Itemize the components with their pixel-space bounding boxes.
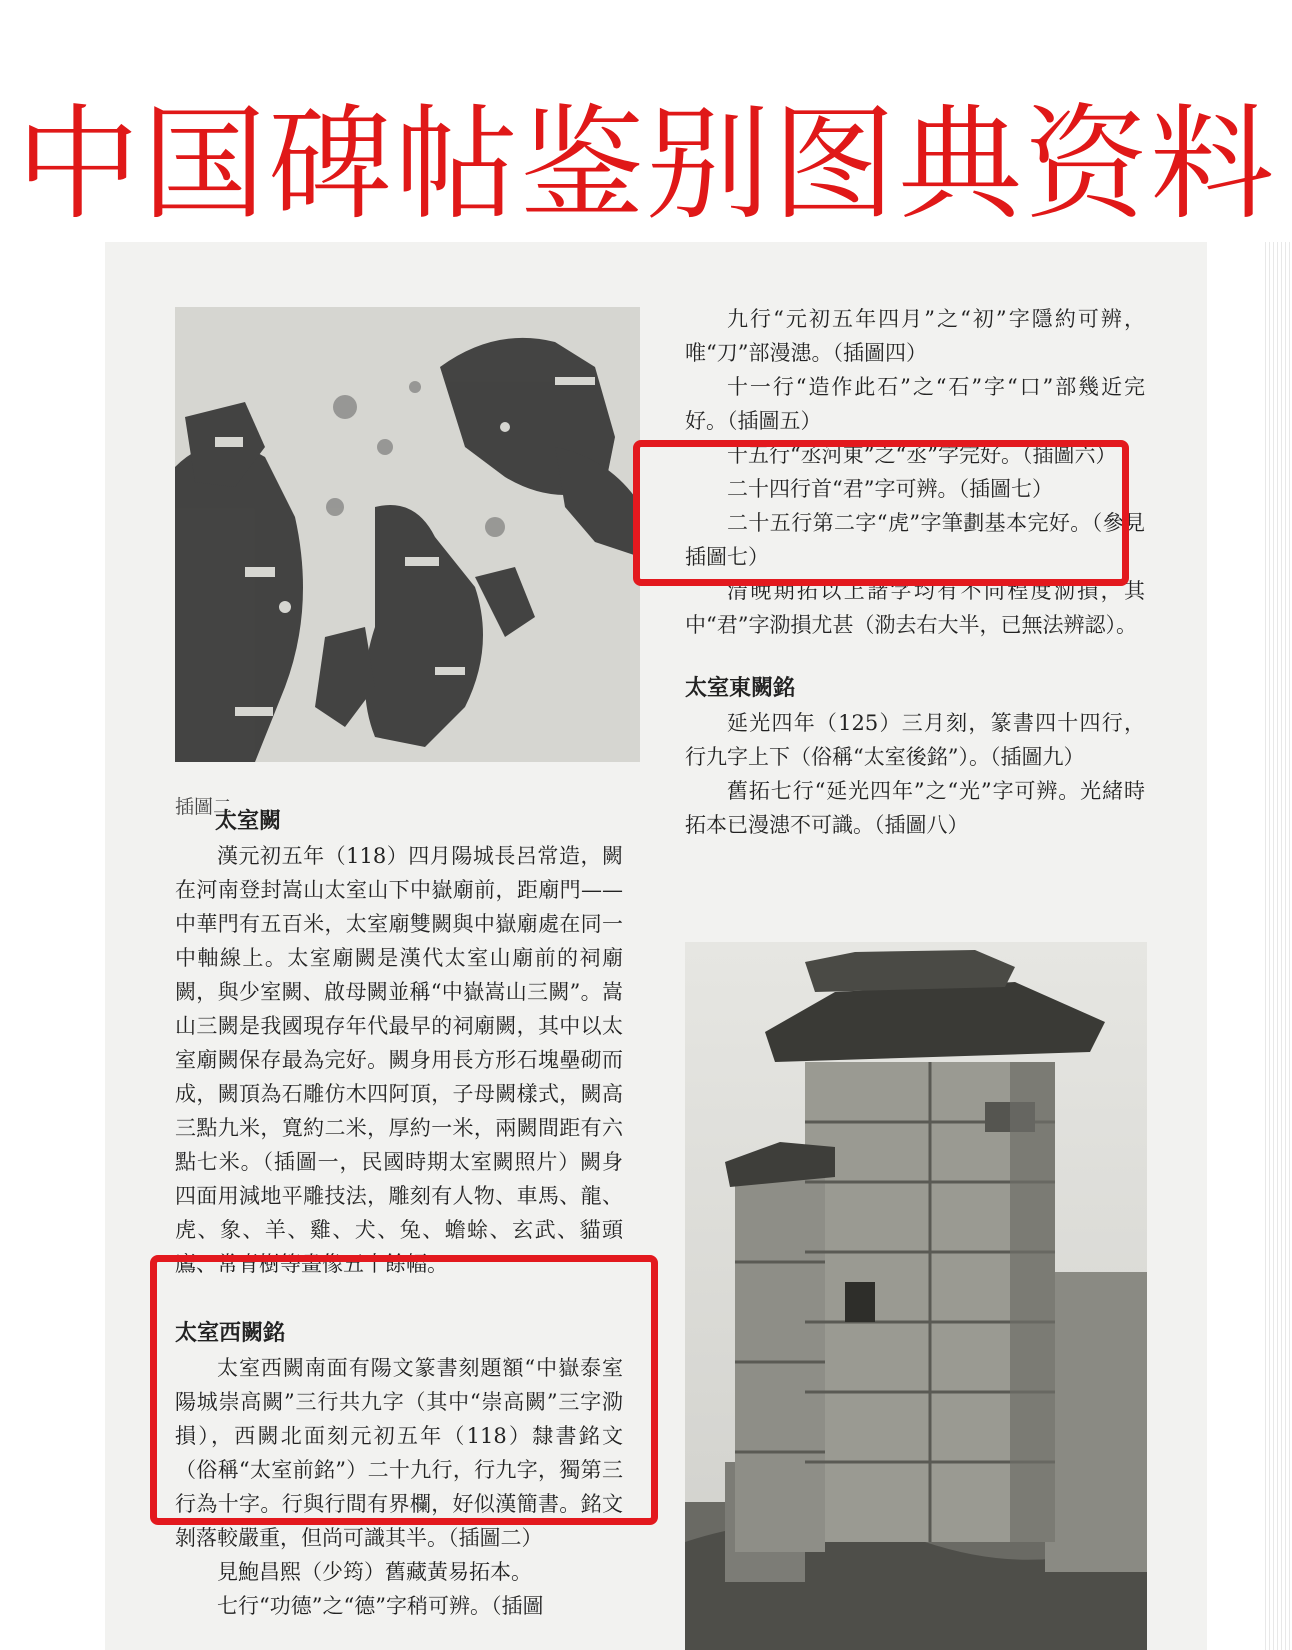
- right-paragraph-6: 清晚期拓以上諸字均有不同程度泐損，其中“君”字泐損尤甚（泐去右大半，已無法辨認）。: [685, 579, 1145, 637]
- section-body-west-inscription-note2: 七行“功德”之“德”字稍可辨。（插圖: [217, 1594, 544, 1618]
- right-paragraph-5: 二十五行第二字“虎”字筆劃基本完好。（參見插圖七）: [685, 511, 1145, 569]
- right-paragraph-4: 二十四行首“君”字可辨。（插圖七）: [727, 477, 1053, 501]
- highlight-box-left: [150, 1255, 658, 1525]
- book-page: [105, 242, 1207, 1650]
- right-paragraph-3: 十五行“丞河東”之“丞”字完好。（插圖六）: [727, 443, 1117, 467]
- section-heading-taishi-que: 太室闕: [215, 809, 282, 834]
- rubbing-image: [175, 307, 640, 762]
- section-heading-east-inscription: 太室東闕銘: [685, 676, 796, 701]
- right-paragraph-2: 十一行“造作此石”之“石”字“口”部幾近完好。（插圖五）: [685, 375, 1145, 433]
- que-tower-photo: [685, 942, 1147, 1650]
- section-body-west-inscription: 太室西闕南面有陽文篆書刻題額“中嶽泰室陽城崇高闕”三行共九字（其中“崇高闕”三字泐損），西闕北面刻元初五年（118）隸書銘文（俗稱“太室前銘”）二十九行，行九字，獨第三行為十字。行與行間有界欄，好似漢簡書。銘文剝落較嚴重，但尚可識其半。（插圖二）: [175, 1356, 623, 1550]
- section-heading-west-inscription: 太室西闕銘: [175, 1321, 286, 1346]
- right-paragraph-8: 舊拓七行“延光四年”之“光”字可辨。光緒時拓本已漫漶不可識。（插圖八）: [685, 779, 1145, 837]
- banner-title: 中国碑帖鉴别图典资料: [15, 100, 1276, 230]
- highlight-box-right: [633, 440, 1129, 586]
- right-paragraph-1: 九行“元初五年四月”之“初”字隱約可辨，唯“刀”部漫漶。（插圖四）: [685, 307, 1145, 365]
- figure-caption: 插圖二: [175, 796, 233, 818]
- section-body-west-inscription-note: 見鮑昌熙（少筠）舊藏黃易拓本。: [217, 1560, 532, 1584]
- page-edge: [1262, 242, 1292, 1650]
- section-body-taishi-que: 漢元初五年（118）四月陽城長呂常造，闕在河南登封嵩山太室山下中嶽廟前，距廟門——中華門有五百米，太室廟雙闕與中嶽廟處在同一中軸線上。太室廟闕是漢代太室山廟前的祠廟闕，與少室闕、啟母闕並稱“中嶽嵩山三闕”。嵩山三闕是我國現存年代最早的祠廟闕，其中以太室廟闕保存最為完好。闕身用長方形石塊壘砌而成，闕頂為石雕仿木四阿頂，子母闕樣式，闕高三點九米，寬約二米，厚約一米，兩闕間距有六點七米。（插圖一，民國時期太室闕照片）闕身四面用減地平雕技法，雕刻有人物、車馬、龍、虎、象、羊、雞、犬、兔、蟾蜍、玄武、貓頭鷹、常青樹等畫像五十餘幅。: [175, 844, 623, 1276]
- right-paragraph-7: 延光四年（125）三月刻，篆書四十四行，行九字上下（俗稱“太室後銘”）。（插圖九）: [685, 711, 1145, 769]
